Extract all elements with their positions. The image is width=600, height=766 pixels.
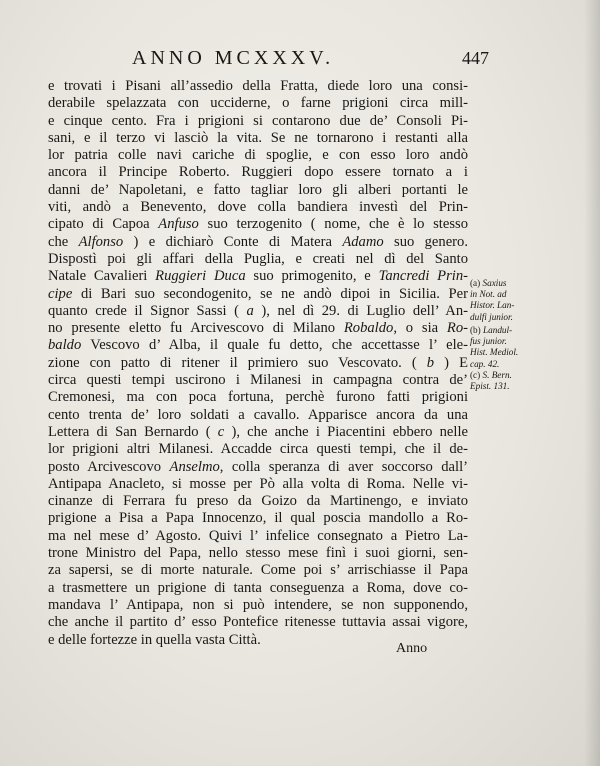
text-line: che anche il partito d’ esso Pontefice ritenesse tuttavia assai vigore, xyxy=(48,614,468,631)
margin-note-line: in Not. ad xyxy=(470,289,507,300)
text-line: e cinque cento. Fra i prigioni si contarono due de’ Consoli Pi- xyxy=(48,112,468,129)
text-line: a trasmettere un prigione di tanta conseguenza a Roma, dove co- xyxy=(48,579,468,596)
text-line: posto Arcivescovo Anselmo, colla speranza di aver soccorso dall’ xyxy=(48,458,468,475)
text-line: Antipapa Anacleto, si mosse per Pò alla volta di Roma. Nelle vi- xyxy=(48,475,468,492)
text-line: cinanze di Ferrara fu preso da Goizo da Martinengo, e inviato xyxy=(48,493,468,510)
text-line: Cremonesi, ma con poca fortuna, perchè furono fatti prigioni xyxy=(48,389,468,406)
text-line: za sapersi, se di morte naturale. Come poi s’ arrischiasse il Papa xyxy=(48,562,468,579)
body-text xyxy=(48,78,468,649)
margin-note xyxy=(470,278,550,323)
text-line: Natale Cavalieri Ruggieri Duca suo primogenito, e Tancredi Prin- xyxy=(48,268,468,285)
catchword: Anno xyxy=(396,641,428,656)
text-line: cipato di Capoa Anfuso suo terzogenito ( nome, che è lo stesso xyxy=(48,216,468,233)
running-title: ANNO MCXXXV. xyxy=(132,47,335,69)
text-line: quanto crede il Signor Sassi ( a ), nel dì 29. di Luglio dell’ An- xyxy=(48,302,468,319)
text-line: danni de’ Napoletani, e fatto tagliar loro gli alberi portanti le xyxy=(48,181,468,198)
margin-note xyxy=(470,370,550,392)
text-line: mandava l’ Antipapa, non si può intendere, se non supponendo, xyxy=(48,596,468,613)
text-line: lor patria colle navi cariche di spoglie, e con esso loro andò xyxy=(48,147,468,164)
text-line: no presente eletto fu Arcivescovo di Milano Robaldo, o sia Ro- xyxy=(48,320,468,337)
text-line: che Alfonso ) e dichiarò Conte di Matera Adamo suo genero. xyxy=(48,233,468,250)
text-line: Lettera di San Bernardo ( c ), che anche i Piacentini ebbero nelle xyxy=(48,423,468,440)
text-line: zione con patto di ritener il primiero suo Vescovato. ( b ) E xyxy=(48,354,468,371)
text-line: trone Ministro del Papa, nello stesso mese finì i suoi giorni, sen- xyxy=(48,545,468,562)
page-number: 447 xyxy=(462,48,489,68)
running-head xyxy=(0,44,600,68)
text-line: e delle fortezze in quella vasta Città. xyxy=(48,631,261,648)
margin-note-line: dulfi junior. xyxy=(470,311,513,322)
text-line: derabile spelazzata con ucciderne, o farne prigioni circa mill- xyxy=(48,95,468,112)
text-line: ma nel mese d’ Agosto. Quivi l’ infelice consegnato a Pietro La- xyxy=(48,527,468,544)
text-line: sani, e il terzo vi lasciò la vita. Se ne tornarono i restanti alla xyxy=(48,129,468,146)
text-line: viti, andò a Benevento, dove colla bandiera investì del Prin- xyxy=(48,199,468,216)
page-edge-shadow xyxy=(584,0,600,766)
margin-note-line: fus junior. xyxy=(470,336,507,347)
margin-note-line: (a) Saxius xyxy=(470,278,507,288)
margin-note-line: Histor. Lan- xyxy=(470,300,515,311)
text-line: e trovati i Pisani all’assedio della Fratta, diede loro una consi- xyxy=(48,78,468,94)
text-line: lor prigioni altri Milanesi. Accadde circa questi tempi, che il de- xyxy=(48,441,468,458)
margin-note-line: Hist. Mediol. xyxy=(470,347,519,358)
margin-note-line: (c) S. Bern. xyxy=(470,370,512,380)
margin-note xyxy=(470,325,550,370)
margin-note-line: (b) Landul- xyxy=(470,325,513,335)
text-line: cento trenta de’ loro soldati a cavallo. Apparisce ancora da una xyxy=(48,406,468,423)
text-line: baldo Vescovo d’ Alba, il quale fu detto, che accettasse l’ ele- xyxy=(48,337,468,354)
margin-note-line: cap. 42. xyxy=(470,358,500,369)
text-line: cipe di Bari suo secondogenito, se ne andò dipoi in Sicilia. Per xyxy=(48,285,468,302)
text-line: circa questi tempi uscirono i Milanesi in campagna contra de’ xyxy=(48,372,468,389)
text-line: ancora il Principe Roberto. Ruggieri dopo essere tornato a i xyxy=(48,164,468,181)
margin-note-line: Epist. 131. xyxy=(470,381,510,392)
text-line: prigione a Pisa a Papa Innocenzo, il qual poscia mandollo a Ro- xyxy=(48,510,468,527)
text-line: Dispostì poi gli affari della Puglia, e creati nel dì del Santo xyxy=(48,250,468,267)
